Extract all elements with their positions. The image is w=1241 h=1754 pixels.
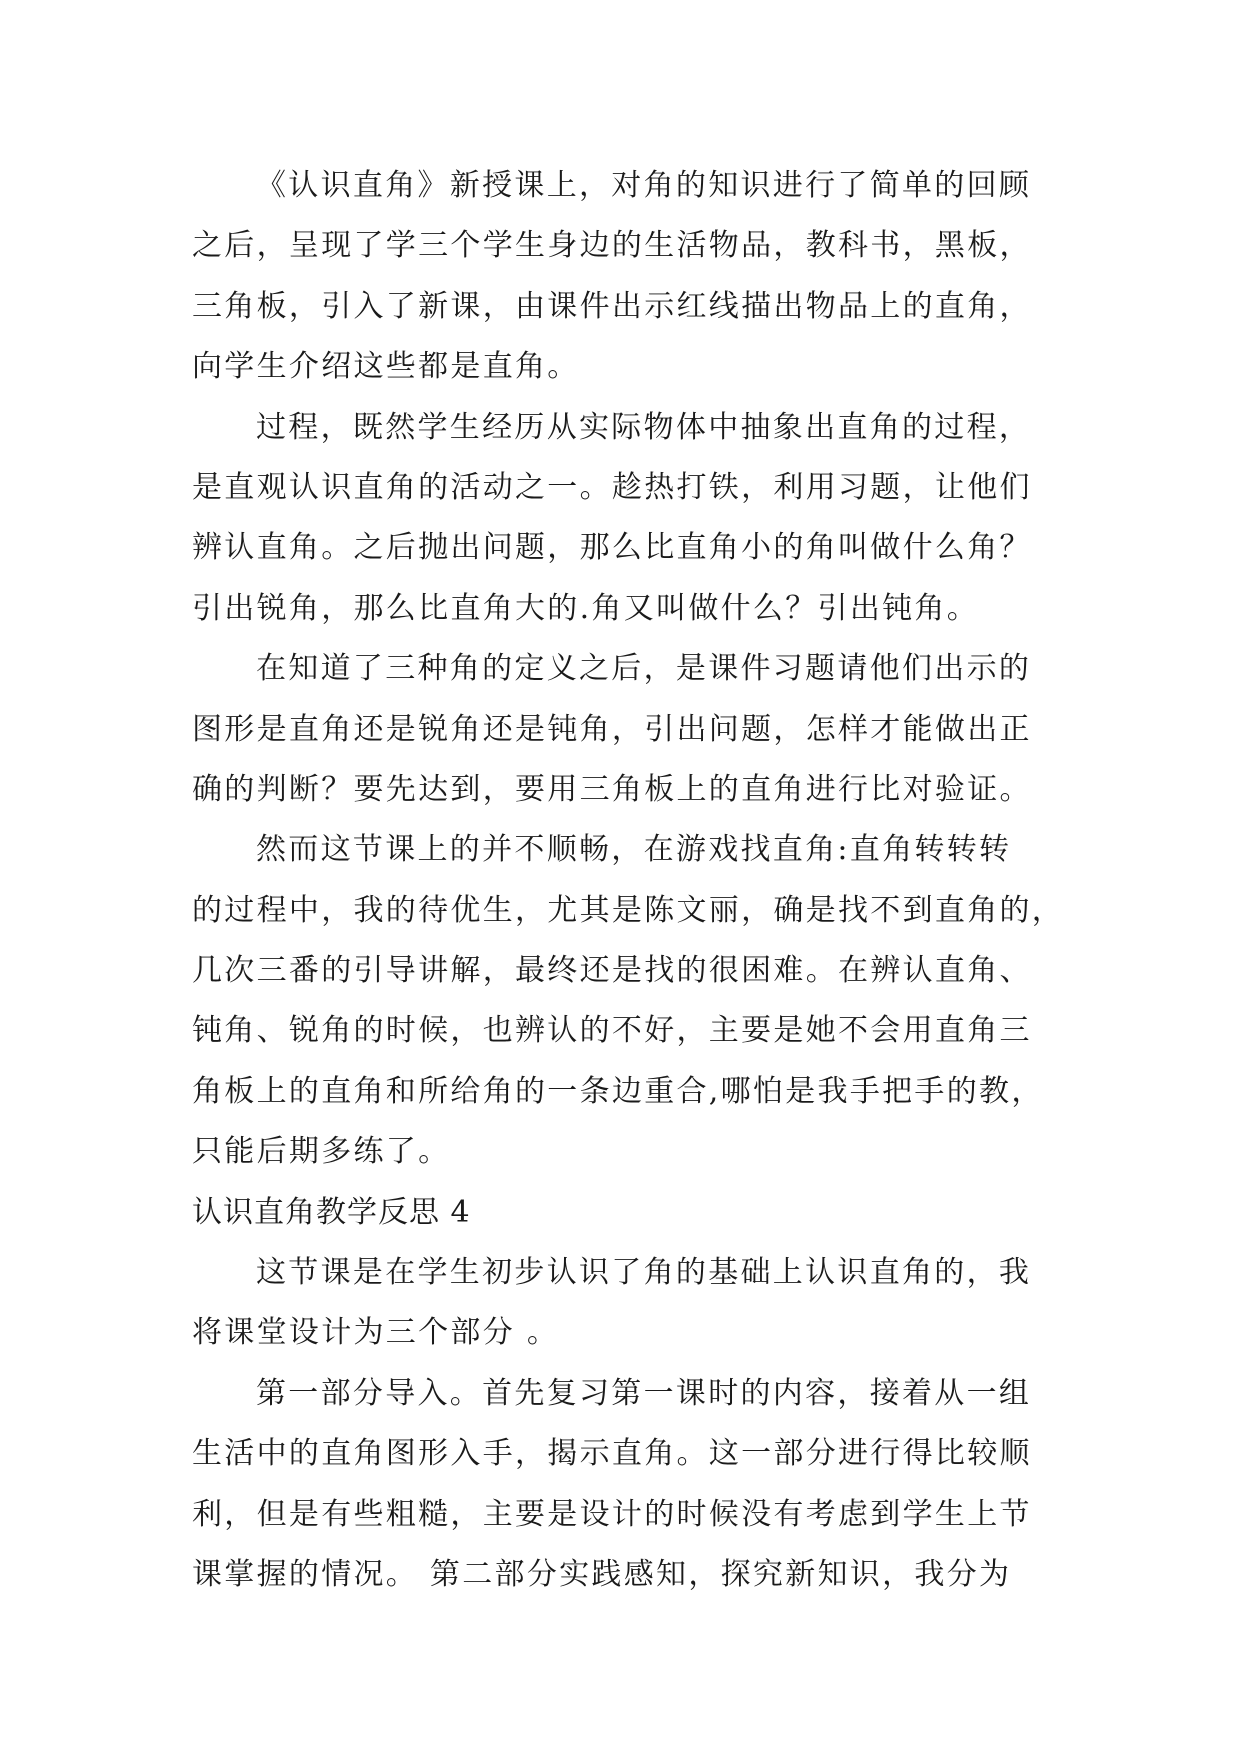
text-line: 辨认直角。之后抛出问题，那么比直角小的角叫做什么角？ [192,530,1032,566]
text-line: 三角板，引入了新课，由课件出示红线描出物品上的直角， [192,288,1032,324]
text-line: 在知道了三种角的定义之后，是课件习题请他们出示的 [256,651,1032,687]
text-line: 《认识直角》新授课上，对角的知识进行了简单的回顾 [256,168,1032,203]
paragraph-3 [192,639,1052,820]
text-line: 然而这节课上的并不顺畅，在游戏找直角:直角转转转 [256,832,1012,868]
text-line: 过程，既然学生经历从实际物体中抽象出直角的过程， [256,409,1032,445]
text-line: 向学生介绍这些都是直角。 [192,349,580,385]
text-line: 第一部分导入。首先复习第一课时的内容，接着从一组 [256,1375,1032,1411]
paragraph-6 [192,1364,1052,1606]
text-line: 几次三番的引导讲解，最终还是找的很困难。在辨认直角、 [192,953,1032,989]
text-line: 生活中的直角图形入手，揭示直角。这一部分进行得比较顺 [192,1436,1032,1472]
section-heading: 认识直角教学反思 4 [192,1194,471,1230]
paragraph-1 [192,156,1052,398]
document-body [192,156,1065,1605]
text-line: 将课堂设计为三个部分 。 [192,1315,560,1351]
paragraph-5 [192,1243,1052,1364]
text-line: 课掌握的情况。 第二部分实践感知，探究新知识，我分为 [192,1556,1012,1592]
text-line: 利，但是有些粗糙，主要是设计的时候没有考虑到学生上节 [192,1496,1032,1532]
paragraph-4 [192,820,1065,1182]
text-line: 确的判断？要先达到，要用三角板上的直角进行比对验证。 [192,771,1032,807]
text-line: 之后，呈现了学三个学生身边的生活物品，教科书，黑板， [192,228,1032,264]
text-line: 的过程中，我的待优生，尤其是陈文丽，确是找不到直角的， [192,892,1065,928]
text-line: 图形是直角还是锐角还是钝角，引出问题，怎样才能做出正 [192,711,1032,747]
text-line: 钝角、锐角的时候，也辨认的不好，主要是她不会用直角三 [192,1013,1032,1049]
text-line: 这节课是在学生初步认识了角的基础上认识直角的，我 [256,1255,1032,1291]
text-line: 角板上的直角和所给角的一条边重合,哪怕是我手把手的教， [192,1073,1044,1109]
text-line: 引出锐角，那么比直角大的.角又叫做什么？引出钝角。 [192,590,980,626]
text-line: 只能后期多练了。 [192,1134,451,1170]
paragraph-2 [192,398,1052,640]
text-line: 是直观认识直角的活动之一。趁热打铁，利用习题，让他们 [192,469,1032,505]
